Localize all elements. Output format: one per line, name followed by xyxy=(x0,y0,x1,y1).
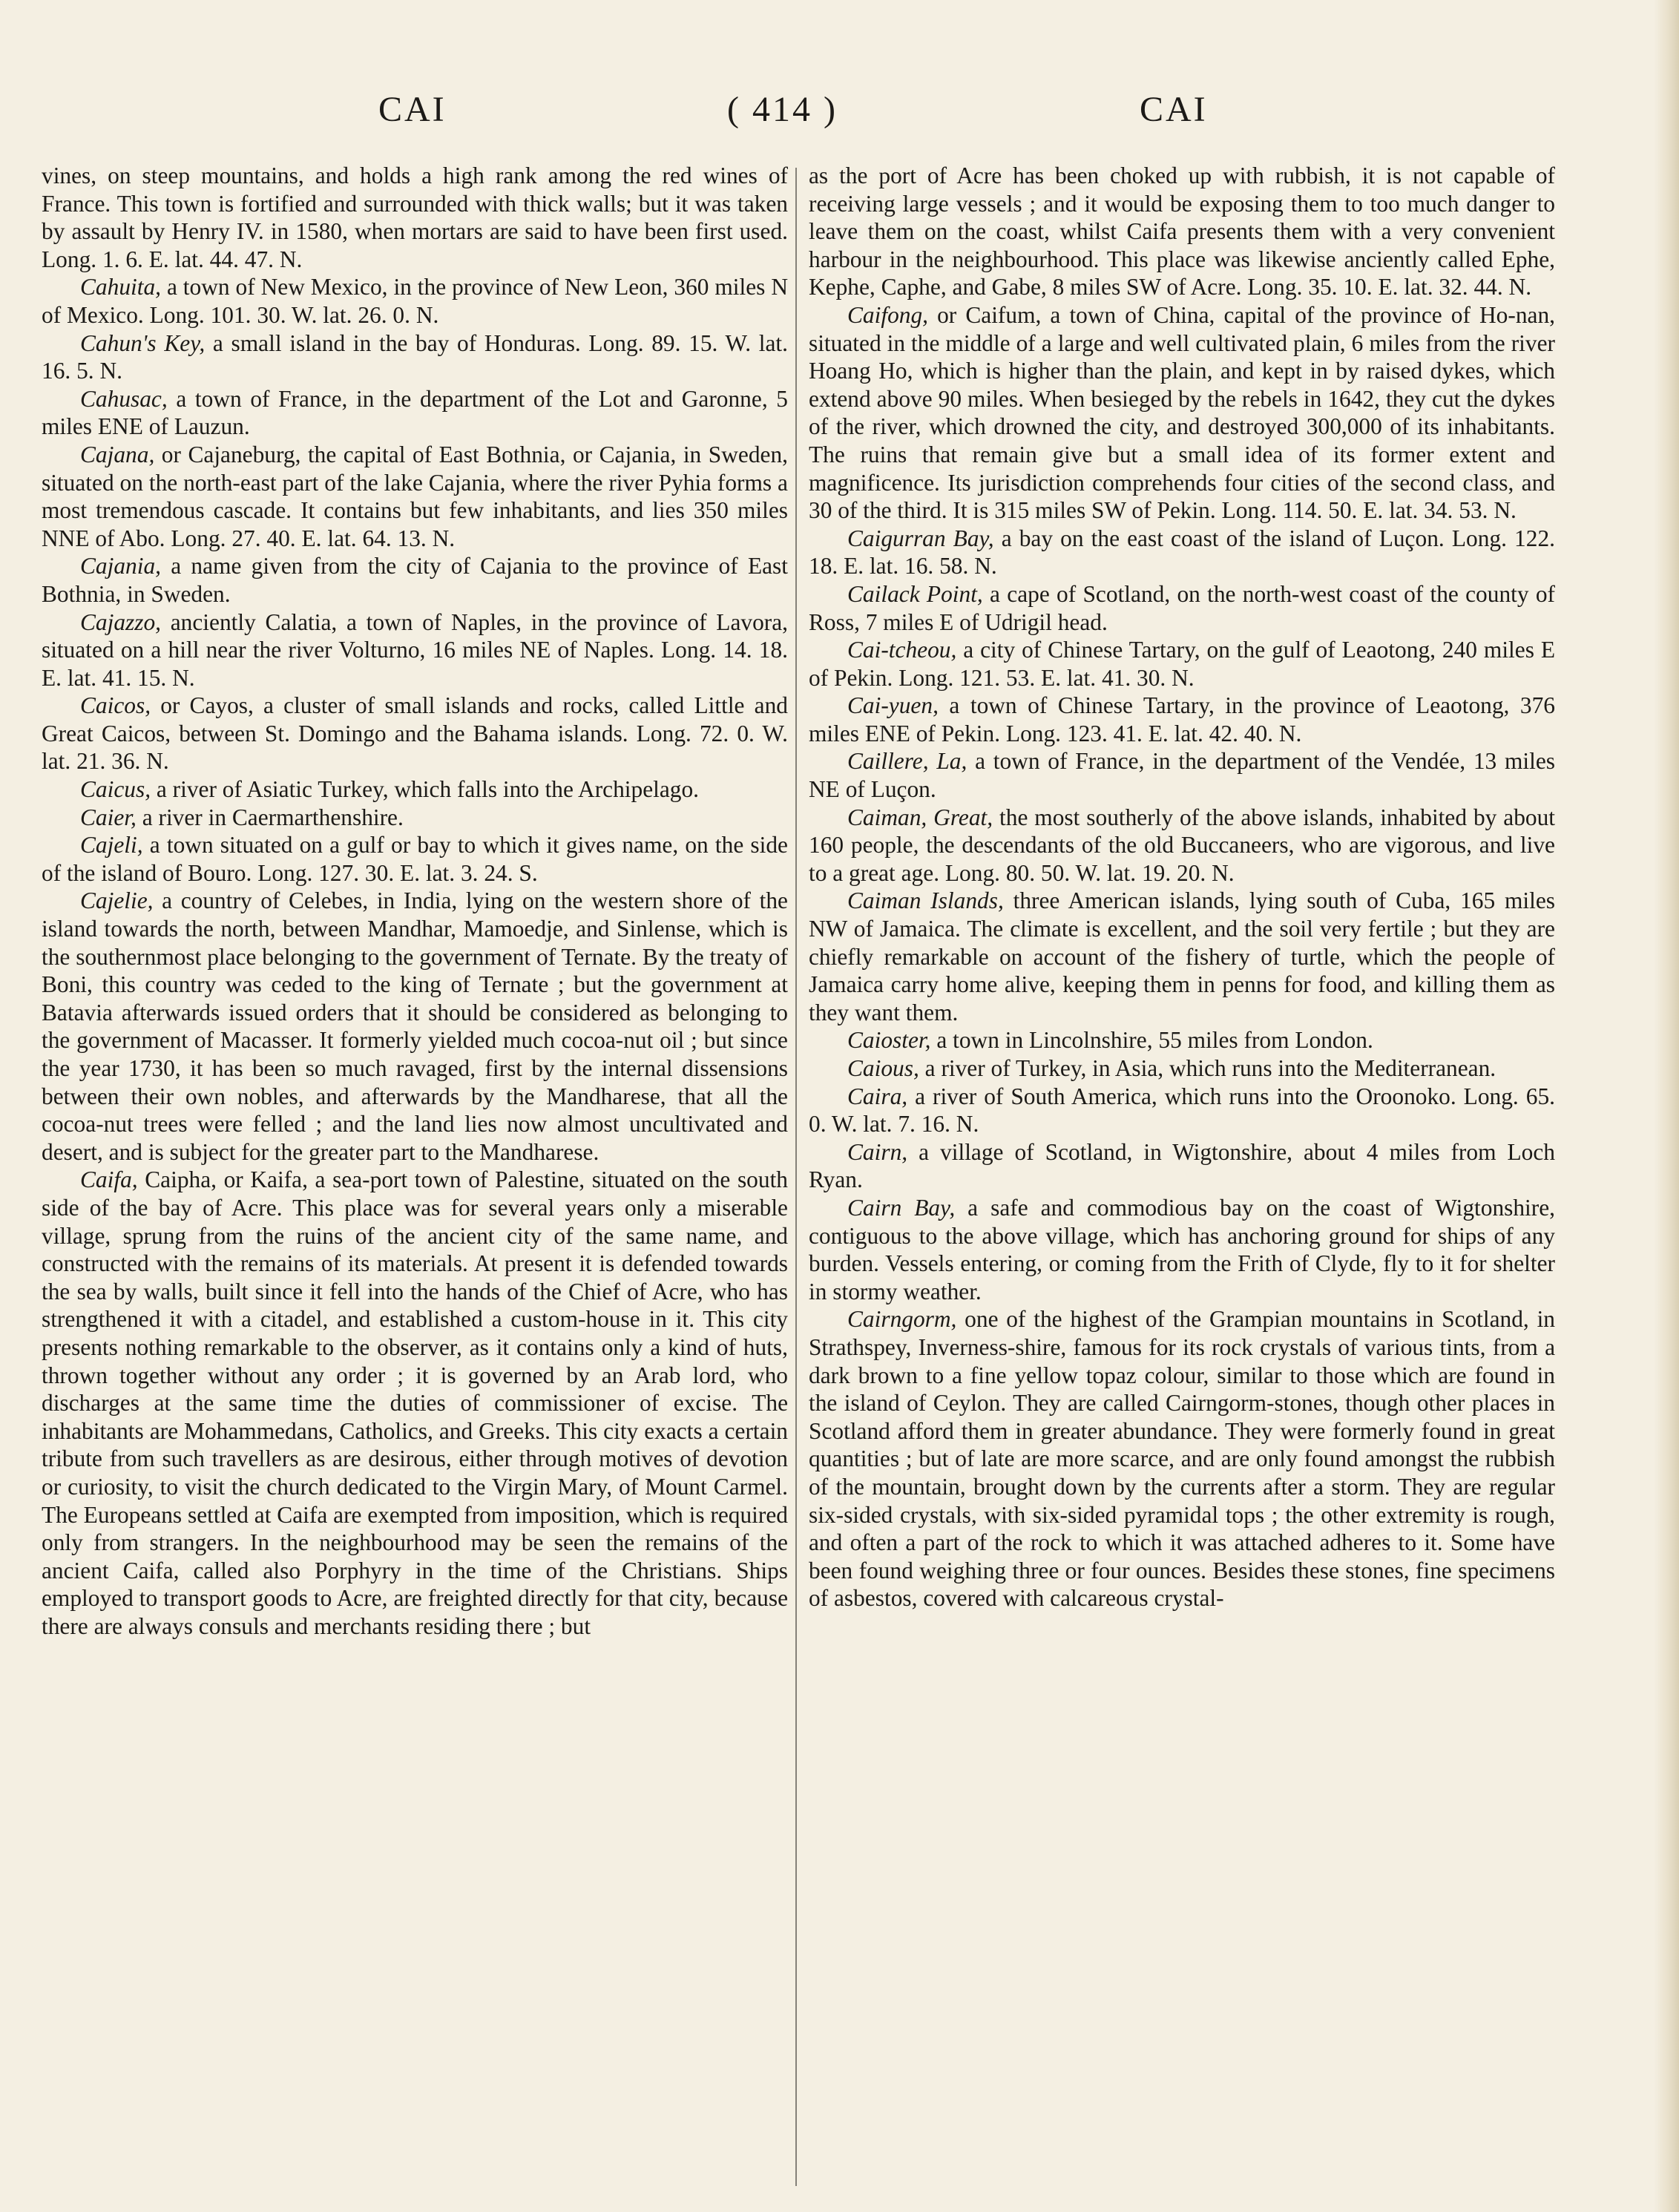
dictionary-entry xyxy=(809,887,1555,1026)
entry-headword: Caigurran Bay, xyxy=(847,525,994,551)
entry-headword: Cairngorm, xyxy=(847,1306,957,1333)
dictionary-entry xyxy=(42,1166,788,1640)
page-edge-shadow xyxy=(1654,0,1679,2212)
entry-text: vines, on steep mountains, and holds a high rank among the red wines of France. This town is fortified and surrounded with thick walls; but it was taken by assault by Henry IV. in 1580, when mortars are said to have been first used. Long. 1. 6. E. lat. 44. 47. N. xyxy=(42,163,788,272)
dictionary-entry xyxy=(809,1194,1555,1305)
entry-headword: Caiman, Great, xyxy=(847,804,993,830)
entry-text: a safe and commodious bay on the coast of Wigtonshire, contiguous to the above village, which has anchoring ground for ships of any burden. Vessels entering, or coming from the Frith of Clyde, fly to it for shelter in stormy weather. xyxy=(809,1194,1556,1304)
entry-headword: Caiman Islands, xyxy=(847,887,1004,914)
entry-text: anciently Calatia, a town of Naples, in the province of Lavora, situated on a hill near the river Volturno, 16 miles NE of Naples. Long. 14. 18. E. lat. 41. 15. N. xyxy=(42,608,788,691)
dictionary-entry xyxy=(42,329,788,385)
entry-text: a town of France, in the department of the Lot and Garonne, 5 miles ENE of Lauzun. xyxy=(42,385,788,440)
entry-text: as the port of Acre has been choked up with rubbish, it is not capable of receiving large vessels ; and it would be exposing them to too much danger to leave them on the coast, whilst Caifa presents them with a very convenient harbour in the neighbourhood. This place was likewise anciently called Ephe, Kephe, Caphe, and Gabe, 8 miles SW of Acre. Long. 35. 10. E. lat. 32. 44. N. xyxy=(809,163,1555,301)
entry-text: a city of Chinese Tartary, on the gulf of Leaotong, 240 miles E of Pekin. Long. 121. 53. E. lat. 41. 30. N. xyxy=(809,637,1555,691)
dictionary-entry xyxy=(42,692,788,775)
dictionary-entry xyxy=(42,441,788,552)
entry-text: three American islands, lying south of Cuba, 165 miles NW of Jamaica. The climate is excellent, and the soil very fertile ; but they are chiefly remarkable on account of the fishery of turtle, which the people of Jamaica carry home alive, keeping them in penns for food, and killing them as they want them. xyxy=(809,887,1555,1025)
dictionary-entry xyxy=(809,1083,1555,1138)
entry-text: a cape of Scotland, on the north-west coast of the county of Ross, 7 miles E of Udrigil head. xyxy=(809,580,1555,635)
dictionary-entry xyxy=(42,552,788,608)
entry-text: a river of Turkey, in Asia, which runs into the Mediterranean. xyxy=(919,1055,1496,1081)
entry-headword: Caifa, xyxy=(80,1166,138,1193)
dictionary-entry xyxy=(809,804,1555,887)
dictionary-entry xyxy=(42,775,788,804)
dictionary-entry xyxy=(809,636,1555,692)
dictionary-entry xyxy=(809,162,1555,301)
dictionary-entry xyxy=(809,580,1555,636)
entry-text: a river of Asiatic Turkey, which falls into the Archipelago. xyxy=(151,776,700,803)
entry-text: a bay on the east coast of the island of Luçon. Long. 122. 18. E. lat. 16. 58. N. xyxy=(809,525,1555,580)
running-head-right: CAI xyxy=(1140,90,1208,129)
entry-text: a town of France, in the department of the Vendée, 13 miles NE of Luçon. xyxy=(809,748,1555,803)
dictionary-entry xyxy=(42,273,788,329)
page-number: ( 414 ) xyxy=(727,90,838,129)
column-divider xyxy=(795,168,797,2186)
left-column xyxy=(42,162,788,1640)
entry-text: a town situated on a gulf or bay to which it gives name, on the side of the island of Bouro. Long. 127. 30. E. lat. 3. 24. S. xyxy=(42,832,788,886)
entry-headword: Caicos, xyxy=(80,692,151,719)
entry-text: the most southerly of the above islands, inhabited by about 160 people, the descendants of the old Buccaneers, who are vigorous, and live to a great age. Long. 80. 50. W. lat. 19. 20. N. xyxy=(809,804,1555,886)
dictionary-entry xyxy=(809,1305,1555,1612)
dictionary-entry xyxy=(809,301,1555,525)
entry-text: a country of Celebes, in India, lying on the western shore of the island towards the north, between Mandhar, Mamoedje, and Sinlense, which is the southernmost place belonging to the government of Ternate. By the treaty of Boni, this country was ceded to the king of Ternate ; but the government at Batavia afterwards issued orders that it should be considered as belonging to the government of Macasser. It formerly yielded much cocoa-nut oil ; but since the year 1730, it has been so much ravaged, first by the internal dissensions between their own nobles, and afterwards by the Mandharese, that all the cocoa-nut trees were felled ; and the land lies now almost uncultivated and desert, and is subject for the greater part to the Mandharese. xyxy=(42,887,788,1165)
running-head-left: CAI xyxy=(378,90,447,129)
dictionary-entry xyxy=(809,692,1555,747)
entry-headword: Cai-yuen, xyxy=(847,692,939,719)
entry-headword: Cajania, xyxy=(80,553,162,580)
entry-text: or Caifum, a town of China, capital of the province of Ho-nan, situated in the middle of a large and well cultivated plain, 6 miles from the river Hoang Ho, which is higher than the plain, and kept in by raised dykes, which extend above 90 miles. When besieged by the rebels in 1642, they cut the dykes of the river, which drowned the city, and destroyed 300,000 of its inhabitants. The ruins that remain give but a small idea of its former extent and magnificence. Its jurisdiction comprehends four cities of the second class, and 30 of the third. It is 315 miles SW of Pekin. Long. 114. 50. E. lat. 34. 53. N. xyxy=(809,301,1555,524)
dictionary-entry xyxy=(809,1026,1555,1054)
entry-headword: Cairn, xyxy=(847,1138,908,1165)
entry-headword: Caicus, xyxy=(80,776,151,803)
dictionary-entry xyxy=(42,887,788,1166)
entry-headword: Cajana, xyxy=(80,441,155,467)
dictionary-entry xyxy=(42,831,788,887)
entry-headword: Cahun's Key, xyxy=(80,329,206,356)
entry-headword: Cajazzo, xyxy=(80,608,162,635)
dictionary-entry xyxy=(42,385,788,441)
dictionary-entry xyxy=(809,1054,1555,1083)
entry-headword: Cajelie, xyxy=(80,887,154,914)
dictionary-entry xyxy=(809,1138,1555,1194)
entry-headword: Cahuita, xyxy=(80,274,162,301)
dictionary-entry xyxy=(809,525,1555,580)
entry-headword: Cailack Point, xyxy=(847,580,983,607)
entry-headword: Cai-tcheou, xyxy=(847,637,957,663)
running-head xyxy=(0,89,1679,148)
entry-text: a small island in the bay of Honduras. Long. 89. 15. W. lat. 16. 5. N. xyxy=(42,329,788,384)
entry-text: a river of South America, which runs into the Oroonoko. Long. 65. 0. W. lat. 7. 16. N. xyxy=(809,1083,1555,1138)
entry-text: a town in Lincolnshire, 55 miles from London. xyxy=(930,1027,1373,1054)
entry-headword: Cahusac, xyxy=(80,385,168,412)
entry-text: a name given from the city of Cajania to the province of East Bothnia, in Sweden. xyxy=(42,553,788,607)
entry-headword: Caioster, xyxy=(847,1027,931,1054)
entry-text: a river in Caermarthenshire. xyxy=(136,804,404,830)
dictionary-entry xyxy=(42,804,788,832)
entry-headword: Caillere, La, xyxy=(847,748,967,775)
dictionary-entry xyxy=(809,747,1555,803)
entry-headword: Caifong, xyxy=(847,301,929,328)
dictionary-entry xyxy=(42,162,788,273)
entry-headword: Cairn Bay, xyxy=(847,1194,956,1221)
entry-text: a town of New Mexico, in the province of New Leon, 360 miles N of Mexico. Long. 101. 30. W. lat. 26. 0. N. xyxy=(42,274,788,328)
entry-text: or Cayos, a cluster of small islands and rocks, called Little and Great Caicos, between St. Domingo and the Bahama islands. Long. 72. 0. W. lat. 21. 36. N. xyxy=(42,692,788,775)
entry-text: one of the highest of the Grampian mountains in Scotland, in Strathspey, Inverness-shire, famous for its rock crystals of various tints, from a dark brown to a fine yellow topaz colour, similar to those which are found in the island of Ceylon. They are called Cairngorm-stones, though other places in Scotland afford them in greater abundance. They were formerly found in great quantities ; but of late are more scarce, and are only found amongst the rubbish of the mountain, brought down by the currents after a storm. They are regular six-sided crystals, with six-sided pyramidal tops ; the other extremity is rough, and often a part of the rock to which it was attached adheres to it. Some have been found weighing three or four ounces. Besides these stones, fine specimens of asbestos, covered with calcareous crystal- xyxy=(809,1306,1555,1612)
entry-headword: Caier, xyxy=(80,804,137,830)
entry-text: Caipha, or Kaifa, a sea-port town of Palestine, situated on the south side of the bay of Acre. This place was for several years only a miserable village, sprung from the ruins of the ancient city of the same name, and constructed with the remains of its materials. At present it is defended towards the sea by walls, built since it fell into the hands of the Chief of Acre, who has strengthened it with a citadel, and established a custom-house in it. This city presents nothing remarkable to the observer, as it contains only a kind of huts, thrown together without any order ; it is governed by an Arab lord, who discharges at the same time the duties of commissioner of excise. The inhabitants are Mohammedans, Catholics, and Greeks. This city exacts a certain tribute from such travellers as are desirous, either through motives of devotion or curiosity, to visit the church dedicated to the Virgin Mary, of Mount Carmel. The Europeans settled at Caifa are exempted from imposition, which is required only from strangers. In the neighbourhood may be seen the remains of the ancient Caifa, called also Porphyry in the time of the Christians. Ships employed to transport goods to Acre, are freighted directly for that city, because there are always consuls and merchants residing there ; but xyxy=(42,1166,788,1639)
entry-text: or Cajaneburg, the capital of East Bothnia, or Cajania, in Sweden, situated on the north-east part of the lake Cajania, where the river Pyhia forms a most tremendous cascade. It contains but few inhabitants, and lies 350 miles NNE of Abo. Long. 27. 40. E. lat. 64. 13. N. xyxy=(42,441,788,551)
right-column xyxy=(809,162,1555,1612)
dictionary-entry xyxy=(42,608,788,692)
entry-text: a town of Chinese Tartary, in the province of Leaotong, 376 miles ENE of Pekin. Long. 123. 41. E. lat. 42. 40. N. xyxy=(809,692,1555,746)
entry-headword: Caira, xyxy=(847,1083,908,1109)
entry-text: a village of Scotland, in Wigtonshire, about 4 miles from Loch Ryan. xyxy=(809,1138,1555,1193)
entry-headword: Caious, xyxy=(847,1055,919,1081)
entry-headword: Cajeli, xyxy=(80,832,143,859)
